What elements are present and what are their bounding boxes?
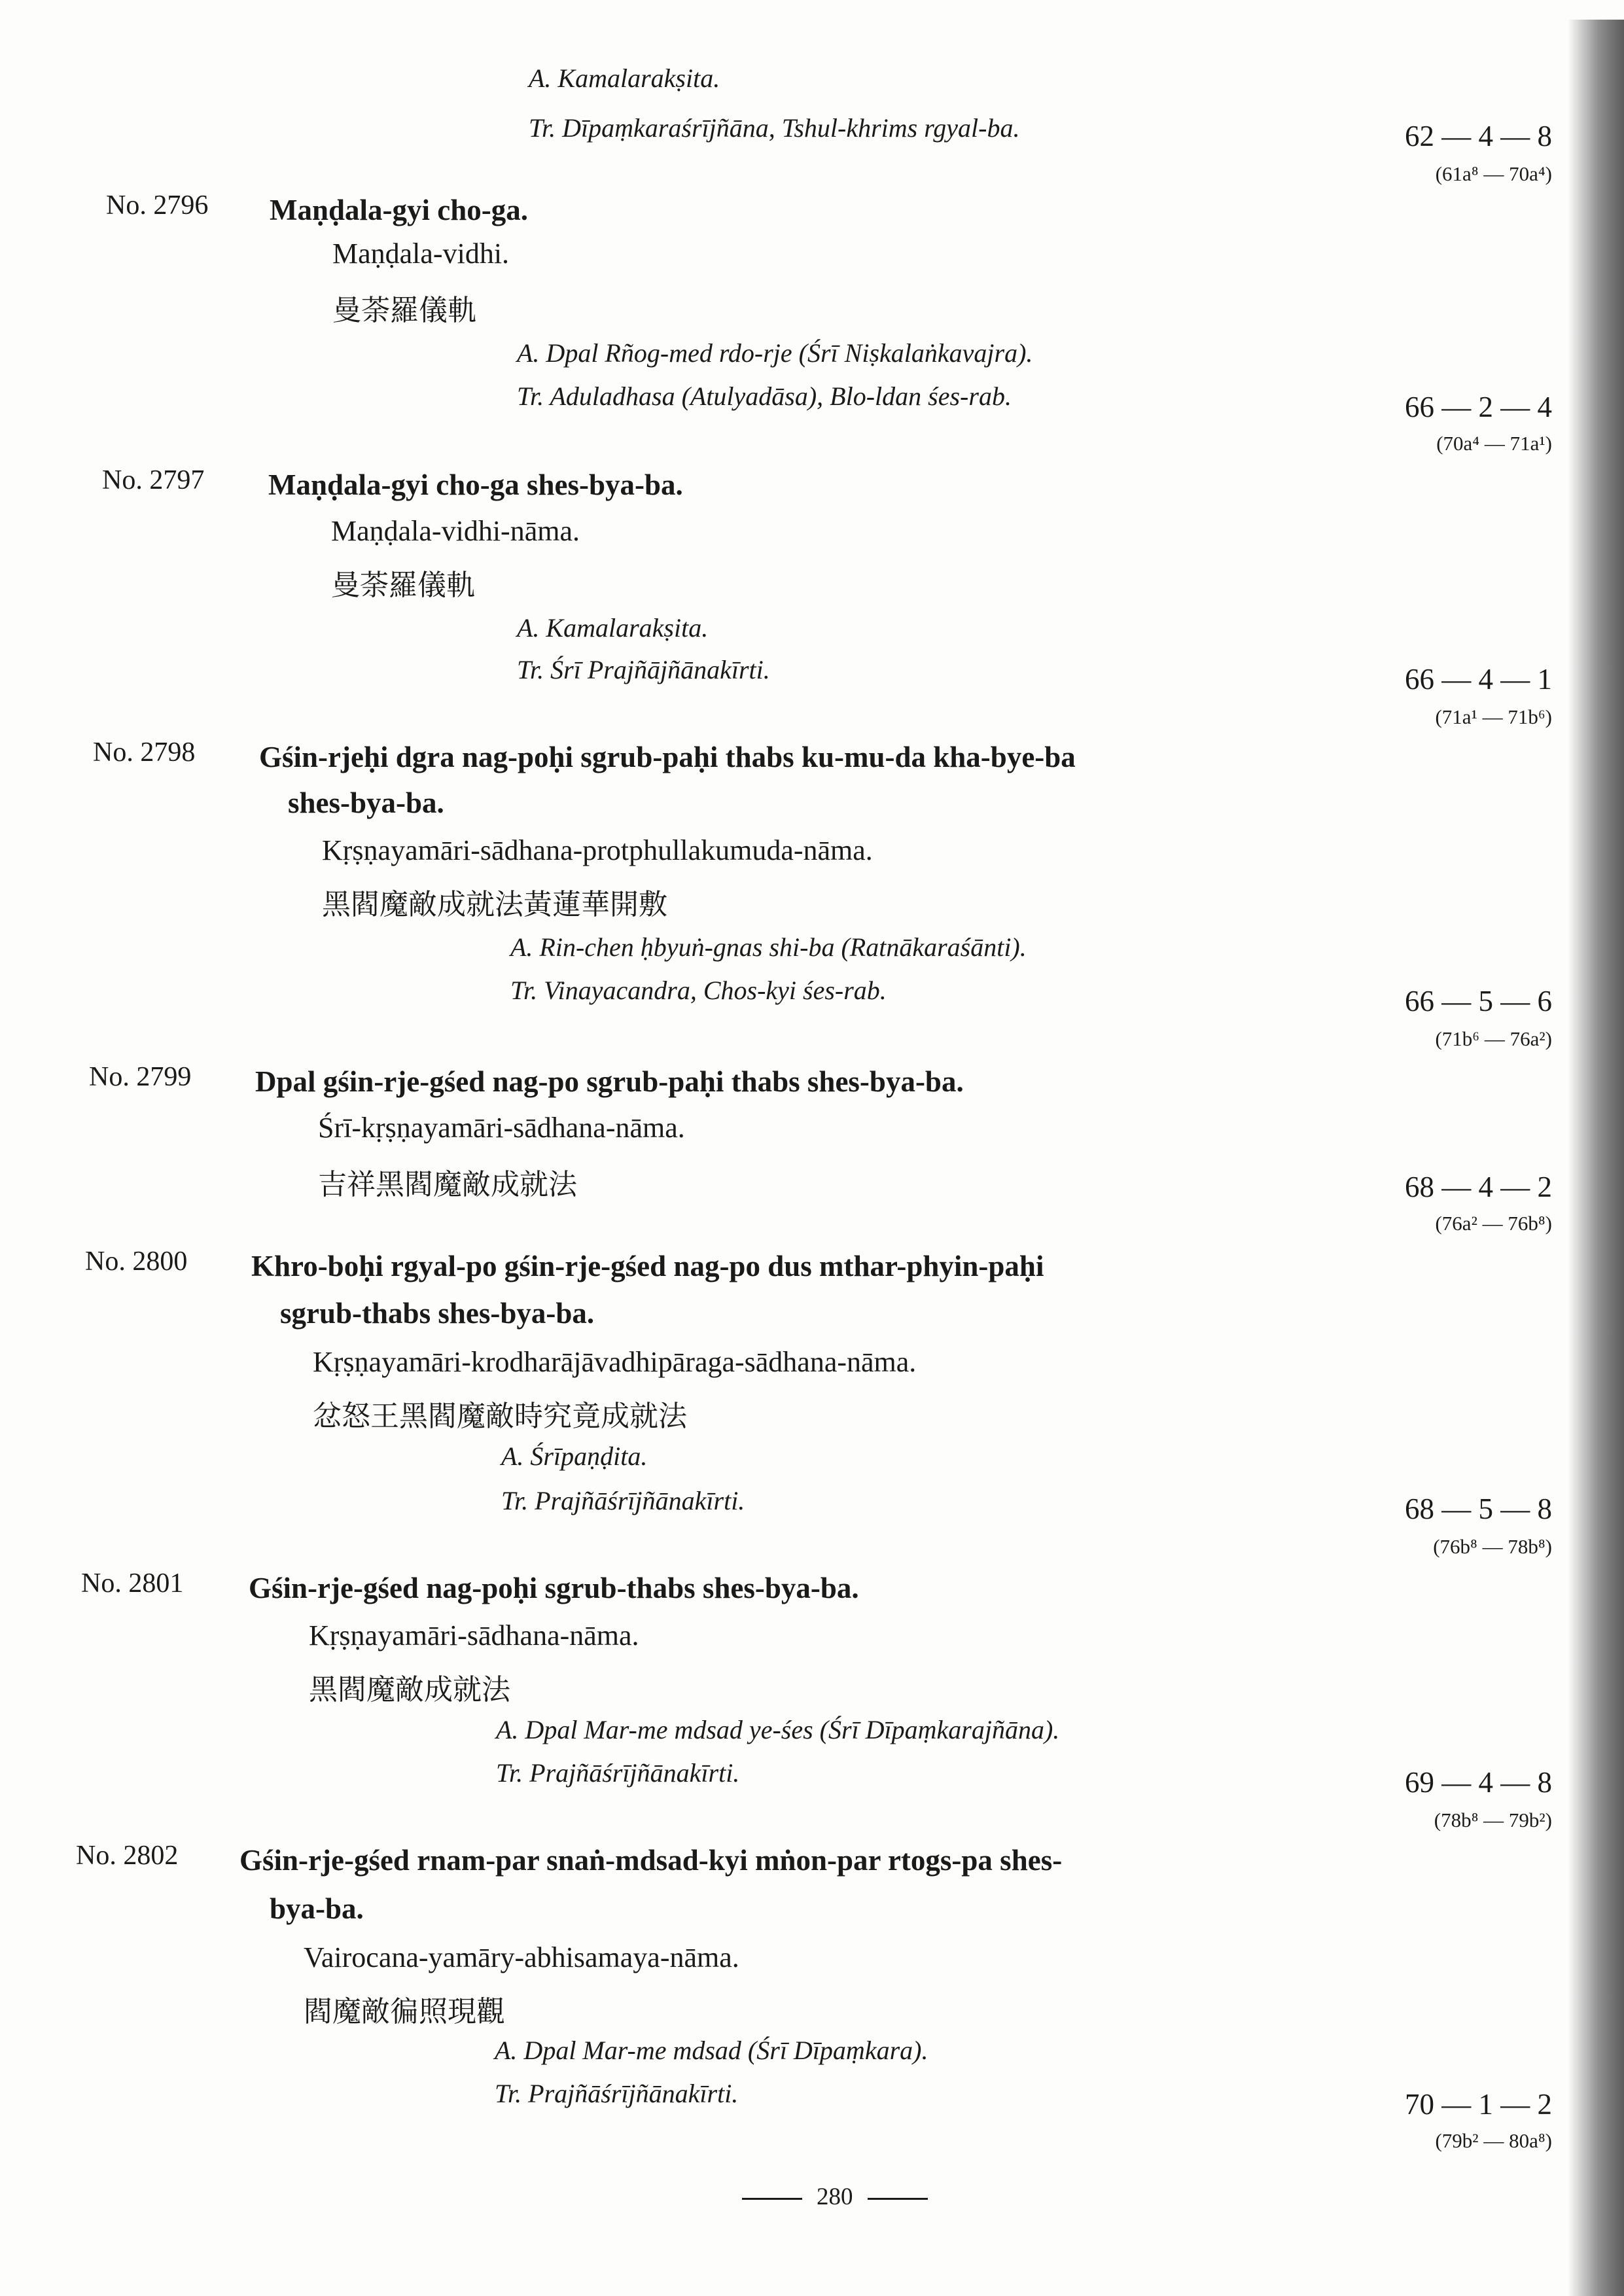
folio-ref: (70a⁴ — 71a¹) xyxy=(1436,432,1552,455)
book-binding-shadow xyxy=(1568,20,1624,2296)
tibetan-title: Gśin-rje-gśed nag-poḥi sgrub-thabs shes-bya-ba. xyxy=(249,1572,859,1604)
tibetan-title: Maṇḍala-gyi cho-ga shes-bya-ba. xyxy=(268,468,683,501)
chinese-title: 吉祥黑閻魔敵成就法 xyxy=(318,1168,577,1201)
author: A. Śrīpaṇḍita. xyxy=(501,1441,648,1471)
tibetan-title: Maṇḍala-gyi cho-ga. xyxy=(270,194,529,226)
volume-ref: 69 — 4 — 8 xyxy=(1405,1766,1552,1799)
translator: Tr. Śrī Prajñājñānakīrti. xyxy=(517,655,770,684)
volume-ref: 70 — 1 — 2 xyxy=(1405,2088,1552,2121)
chinese-title: 黑閻魔敵成就法 xyxy=(309,1673,510,1706)
tibetan-title: Gśin-rje-gśed rnam-par snaṅ-mdsad-kyi mṅon-par rtogs-pa shes- xyxy=(239,1844,1063,1877)
tibetan-title: Gśin-rjeḥi dgra nag-poḥi sgrub-paḥi thabs ku-mu-da kha-bye-ba xyxy=(259,741,1076,773)
author: A. Dpal Rñog-med rdo-rje (Śrī Niṣkalaṅkavajra). xyxy=(517,338,1033,368)
author: A. Dpal Mar-me mdsad (Śrī Dīpaṃkara). xyxy=(495,2036,928,2065)
translator: Tr. Aduladhasa (Atulyadāsa), Blo-ldan śes-rab. xyxy=(517,381,1012,411)
volume-ref: 68 — 4 — 2 xyxy=(1405,1171,1552,1203)
tibetan-title-continued: bya-ba. xyxy=(270,1892,364,1925)
entry-number: No. 2800 xyxy=(85,1246,188,1277)
page-number-footer xyxy=(728,2183,942,2211)
folio-ref: (78b⁸ — 79b²) xyxy=(1434,1809,1552,1831)
sanskrit-title: Śrī-kṛṣṇayamāri-sādhana-nāma. xyxy=(318,1112,685,1144)
entry-number: No. 2799 xyxy=(89,1062,192,1092)
folio-ref: (71a¹ — 71b⁶) xyxy=(1435,705,1552,728)
volume-ref: 66 — 4 — 1 xyxy=(1405,663,1552,696)
chinese-title: 忿怒王黑閻魔敵時究竟成就法 xyxy=(313,1400,687,1433)
chinese-title: 曼荼羅儀軌 xyxy=(331,569,475,602)
tibetan-title-continued: shes-bya-ba. xyxy=(288,786,444,819)
sanskrit-title: Maṇḍala-vidhi. xyxy=(332,238,510,270)
chinese-title: 閻魔敵徧照現觀 xyxy=(304,1995,505,2028)
sanskrit-title: Kṛṣṇayamāri-sādhana-nāma. xyxy=(309,1619,639,1651)
page-number-rule xyxy=(742,2198,802,2200)
folio-ref: (76a² — 76b⁸) xyxy=(1435,1212,1552,1235)
author: A. Kamalarakṣita. xyxy=(517,613,709,643)
entry-number: No. 2801 xyxy=(81,1568,184,1598)
page-number: 280 xyxy=(817,2183,853,2210)
entry-number: No. 2798 xyxy=(93,737,196,768)
tibetan-title: Khro-boḥi rgyal-po gśin-rje-gśed nag-po dus mthar-phyin-paḥi xyxy=(251,1250,1044,1282)
tibetan-title: Dpal gśin-rje-gśed nag-po sgrub-paḥi thabs shes-bya-ba. xyxy=(255,1065,964,1098)
page-number-rule xyxy=(868,2198,928,2200)
translator: Tr. Prajñāśrījñānakīrti. xyxy=(501,1486,745,1515)
continued-ref-folio: (61a⁸ — 70a⁴) xyxy=(1435,162,1552,185)
volume-ref: 66 — 2 — 4 xyxy=(1405,391,1552,423)
translator: Tr. Prajñāśrījñānakīrti. xyxy=(496,1758,740,1788)
tibetan-title-continued: sgrub-thabs shes-bya-ba. xyxy=(280,1297,595,1330)
folio-ref: (71b⁶ — 76a²) xyxy=(1435,1027,1552,1050)
sanskrit-title: Kṛṣṇayamāri-sādhana-protphullakumuda-nāma. xyxy=(322,834,873,866)
folio-ref: (79b² — 80a⁸) xyxy=(1435,2129,1552,2152)
sanskrit-title: Maṇḍala-vidhi-nāma. xyxy=(331,515,580,547)
author: A. Rin-chen ḥbyuṅ-gnas shi-ba (Ratnākaraśānti). xyxy=(510,932,1027,962)
continued-ref: 62 — 4 — 8 xyxy=(1405,120,1552,152)
volume-ref: 68 — 5 — 8 xyxy=(1405,1492,1552,1525)
translator: Tr. Vinayacandra, Chos-kyi śes-rab. xyxy=(510,976,887,1005)
continued-translator: Tr. Dīpaṃkaraśrījñāna, Tshul-khrims rgyal-ba. xyxy=(529,113,1020,143)
translator: Tr. Prajñāśrījñānakīrti. xyxy=(495,2079,739,2108)
continued-author: A. Kamalarakṣita. xyxy=(529,63,720,93)
entry-number: No. 2797 xyxy=(102,465,205,495)
chinese-title: 黑閻魔敵成就法黃蓮華開敷 xyxy=(322,888,667,921)
volume-ref: 66 — 5 — 6 xyxy=(1405,985,1552,1017)
author: A. Dpal Mar-me mdsad ye-śes (Śrī Dīpaṃkarajñāna). xyxy=(496,1715,1060,1744)
chinese-title: 曼荼羅儀軌 xyxy=(332,294,476,327)
sanskrit-title: Vairocana-yamāry-abhisamaya-nāma. xyxy=(304,1941,739,1973)
folio-ref: (76b⁸ — 78b⁸) xyxy=(1433,1535,1552,1558)
sanskrit-title: Kṛṣṇayamāri-krodharājāvadhipāraga-sādhana-nāma. xyxy=(313,1346,917,1378)
entry-number: No. 2796 xyxy=(106,190,209,221)
entry-number: No. 2802 xyxy=(76,1841,179,1871)
